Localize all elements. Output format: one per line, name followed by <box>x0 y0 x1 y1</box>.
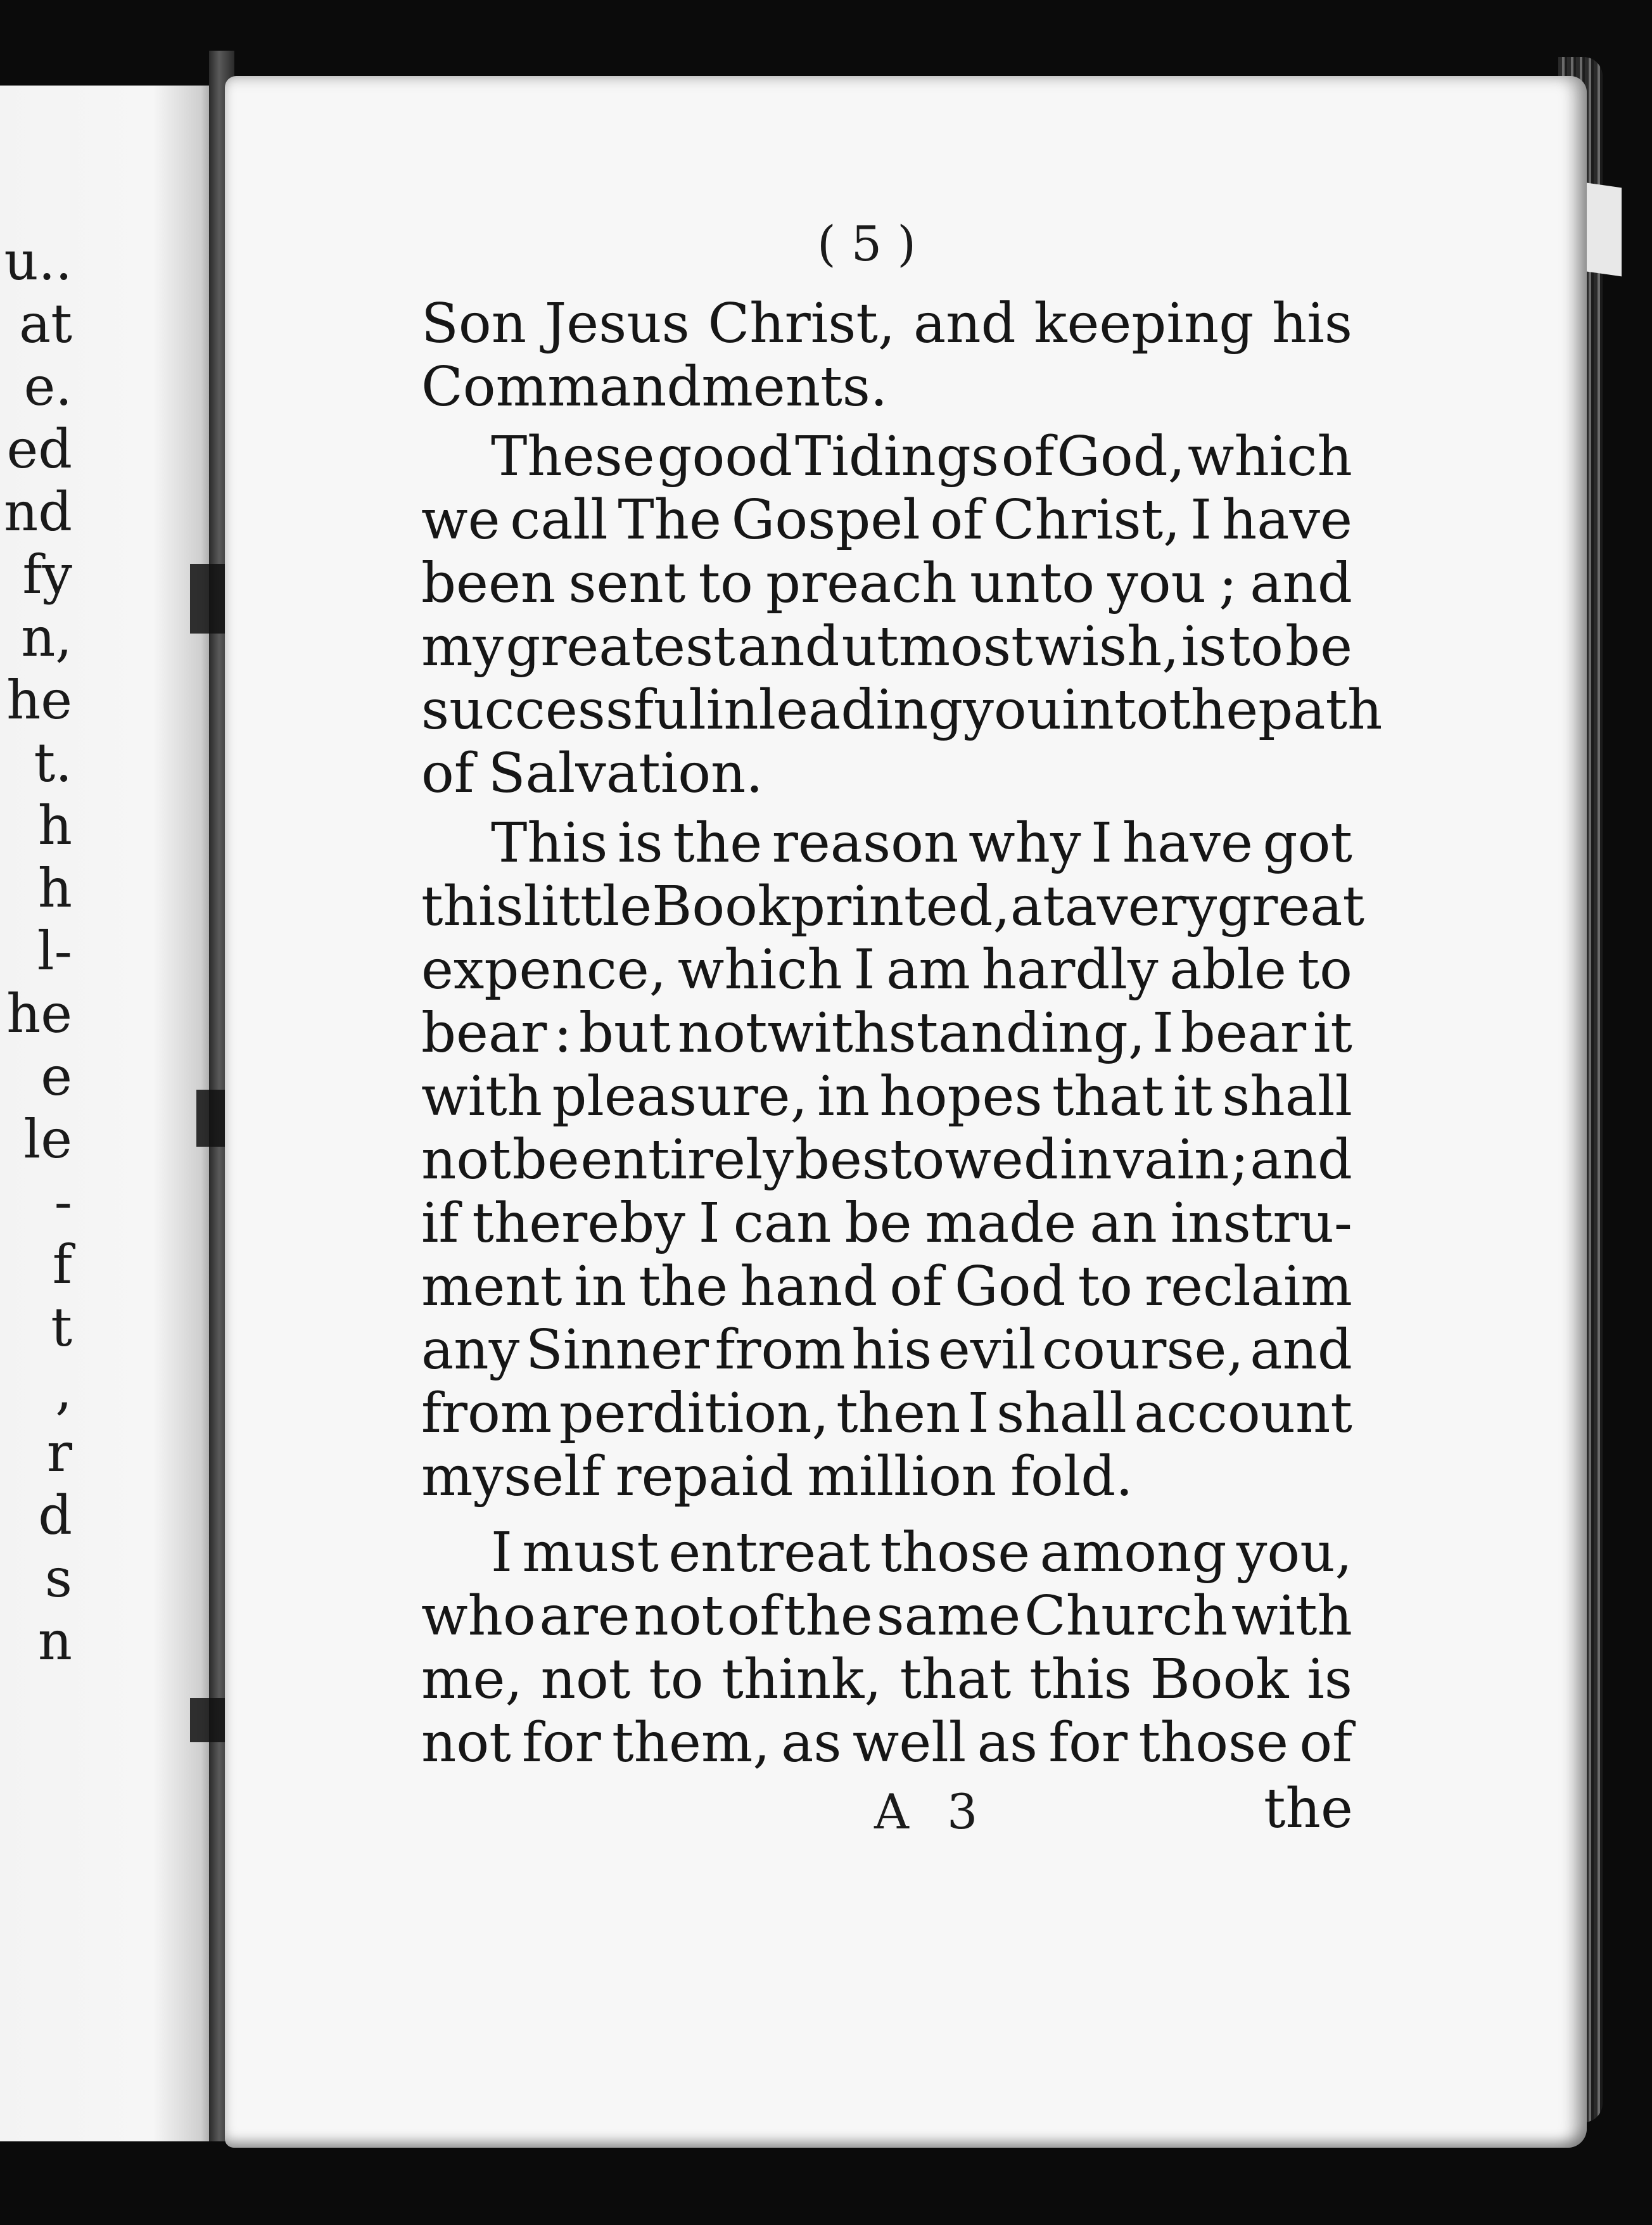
word: is <box>618 812 663 875</box>
left-margin-fragment: h <box>37 794 72 857</box>
word: with <box>421 1065 543 1128</box>
word: from <box>421 1382 552 1445</box>
word: that <box>899 1648 1012 1711</box>
word: very <box>1097 875 1217 938</box>
word: perdition, <box>559 1382 829 1445</box>
word: hardly <box>981 938 1159 1002</box>
word: among <box>1039 1521 1227 1584</box>
word: the <box>783 1584 873 1648</box>
word: it <box>1172 1065 1212 1128</box>
word: those <box>880 1521 1031 1584</box>
word: call <box>510 488 608 552</box>
word: why <box>968 812 1081 875</box>
word: able <box>1169 938 1287 1002</box>
word: are <box>539 1584 630 1648</box>
word: Gospel <box>731 488 920 552</box>
left-margin-fragment: d <box>38 1484 72 1546</box>
text-line <box>421 1318 1352 1382</box>
left-margin-fragment: t. <box>34 732 72 794</box>
word: the <box>1169 679 1259 742</box>
word: be <box>844 1192 912 1255</box>
left-margin-fragment: e. <box>23 355 72 418</box>
word: bear <box>421 1002 547 1065</box>
left-margin-fragment: h <box>37 857 72 919</box>
text-line <box>421 1065 1352 1128</box>
left-margin-fragment: , <box>55 1359 72 1421</box>
text-line <box>421 742 1352 805</box>
page-number-header: ( 5 ) <box>817 215 916 272</box>
word: of <box>889 1255 943 1318</box>
word: and <box>913 292 1016 355</box>
word: into <box>1062 679 1169 742</box>
word: little <box>523 875 652 938</box>
word: evil <box>937 1318 1036 1382</box>
word: These <box>491 425 655 488</box>
word: successful <box>421 679 706 742</box>
word: and <box>737 615 840 679</box>
left-margin-fragment: at <box>19 293 72 355</box>
word: pleasure, <box>552 1065 808 1128</box>
text-line <box>421 1128 1352 1192</box>
word: with <box>1231 1584 1352 1648</box>
word: keeping <box>1034 292 1254 355</box>
word: for <box>1048 1711 1128 1775</box>
word: Book <box>1150 1648 1289 1711</box>
word: account <box>1134 1382 1352 1445</box>
word: instru- <box>1170 1192 1352 1255</box>
word: those <box>1138 1711 1289 1775</box>
left-margin-fragment: he <box>6 669 72 731</box>
left-margin-fragment: fy <box>22 544 72 606</box>
word: course, <box>1041 1318 1244 1382</box>
signature-mark: A 3 <box>874 1783 989 1840</box>
word: bear <box>1180 1002 1307 1065</box>
word: I <box>853 938 875 1002</box>
word: have <box>1221 488 1352 552</box>
word: printed, <box>791 875 1010 938</box>
word: Christ, <box>708 292 896 355</box>
word: who <box>421 1584 536 1648</box>
word: which <box>1187 425 1352 488</box>
word: preach <box>765 552 957 615</box>
word: notwithstanding, <box>677 1002 1146 1065</box>
text-line <box>421 1584 1352 1648</box>
word: The <box>618 488 721 552</box>
word: his <box>1271 292 1352 355</box>
left-margin-fragment: t <box>51 1296 72 1358</box>
text-line <box>421 1002 1352 1065</box>
left-margin-fragment: e <box>41 1045 72 1107</box>
word: my <box>421 615 504 679</box>
left-margin-fragment: le <box>23 1108 72 1170</box>
word: Salvation. <box>488 742 763 805</box>
word: the <box>639 1255 728 1318</box>
word: if <box>421 1192 459 1255</box>
word: at <box>1010 875 1065 938</box>
word: repaid <box>615 1445 794 1508</box>
word: a <box>1064 875 1098 938</box>
word: entirely <box>580 1128 794 1192</box>
left-facing-page <box>0 86 219 2141</box>
left-margin-fragment: he <box>6 983 72 1045</box>
word: : <box>554 1002 573 1065</box>
word: unto <box>969 552 1095 615</box>
word: an <box>1090 1192 1157 1255</box>
text-line <box>421 938 1352 1002</box>
word: Tidings <box>794 425 999 488</box>
word: myself <box>421 1445 602 1508</box>
word: Sinner <box>525 1318 709 1382</box>
word: expence, <box>421 938 667 1002</box>
text-line <box>421 292 1352 355</box>
text-line <box>421 679 1383 742</box>
word: must <box>522 1521 659 1584</box>
left-margin-fragment: n, <box>21 606 72 668</box>
word: ment <box>421 1255 562 1318</box>
word: you, <box>1236 1521 1352 1584</box>
word: reclaim <box>1144 1255 1352 1318</box>
text-line <box>421 1255 1352 1318</box>
text-line <box>421 552 1352 615</box>
word: have <box>1122 812 1253 875</box>
left-margin-fragment: r <box>46 1422 72 1484</box>
word: Book <box>652 875 791 938</box>
text-line <box>421 615 1352 679</box>
word: in <box>706 679 759 742</box>
left-margin-fragment: - <box>54 1171 72 1233</box>
word: I <box>698 1192 720 1255</box>
word: am <box>886 938 970 1002</box>
word: I <box>1091 812 1113 875</box>
word: entreat <box>668 1521 870 1584</box>
word: wish, <box>1034 615 1179 679</box>
word: to <box>698 552 753 615</box>
word: million <box>807 1445 997 1508</box>
word: it <box>1312 1002 1352 1065</box>
left-margin-fragment: l- <box>37 920 72 982</box>
word: can <box>733 1192 832 1255</box>
word: I <box>967 1382 989 1445</box>
word: good <box>657 425 793 488</box>
word: in <box>574 1255 627 1318</box>
text-line <box>421 1445 1352 1508</box>
word: Jesus <box>544 292 690 355</box>
word: greatest <box>505 615 735 679</box>
word: ; <box>1230 1128 1249 1192</box>
word: the <box>673 812 763 875</box>
word: for <box>522 1711 601 1775</box>
word: Christ, <box>993 488 1181 552</box>
word: God <box>955 1255 1066 1318</box>
word: this <box>1029 1648 1132 1711</box>
word: I <box>491 1521 512 1584</box>
word: This <box>491 812 608 875</box>
word: God, <box>1057 425 1186 488</box>
word: this <box>421 875 524 938</box>
word: utmost <box>841 615 1033 679</box>
word: of <box>727 1584 780 1648</box>
word: shall <box>996 1382 1127 1445</box>
word: to <box>1077 1255 1133 1318</box>
word: sent <box>568 552 686 615</box>
word: that <box>1052 1065 1164 1128</box>
text-line <box>421 1711 1352 1775</box>
word: we <box>421 488 500 552</box>
word: ; <box>1219 552 1238 615</box>
text-line <box>421 1192 1352 1255</box>
text-line <box>421 1382 1352 1445</box>
word: got <box>1262 812 1352 875</box>
word: but <box>578 1002 671 1065</box>
word: you <box>1107 552 1206 615</box>
word: leading <box>758 679 963 742</box>
word: shall <box>1222 1065 1352 1128</box>
left-margin-fragment: u.. <box>4 230 72 292</box>
word: Church <box>1024 1584 1228 1648</box>
word: and <box>1250 552 1352 615</box>
left-margin-fragment: ed <box>6 418 72 480</box>
word: you <box>963 679 1062 742</box>
text-line <box>421 355 1352 419</box>
word: from <box>715 1318 846 1382</box>
word: same <box>876 1584 1021 1648</box>
word: his <box>851 1318 932 1382</box>
word: of <box>1001 425 1055 488</box>
word: and <box>1250 1128 1352 1192</box>
word: well <box>852 1711 967 1775</box>
word: as <box>977 1711 1038 1775</box>
word: great <box>1217 875 1365 938</box>
word: made <box>925 1192 1077 1255</box>
word: to <box>1228 615 1283 679</box>
word: of <box>1299 1711 1352 1775</box>
text-line <box>421 488 1352 552</box>
catchword: the <box>1264 1777 1353 1840</box>
text-line <box>421 875 1365 938</box>
word: is <box>1181 615 1227 679</box>
left-margin-fragment: n <box>37 1610 72 1672</box>
word: then <box>836 1382 961 1445</box>
word: reason <box>772 812 959 875</box>
word: in <box>1059 1128 1112 1192</box>
word: of <box>421 742 474 805</box>
word: fold. <box>1010 1445 1133 1508</box>
left-margin-fragment: s <box>44 1547 72 1609</box>
word: them, <box>612 1711 770 1775</box>
word: be <box>1285 615 1352 679</box>
word: in <box>817 1065 870 1128</box>
text-line <box>421 1521 1352 1584</box>
word: think, <box>721 1648 882 1711</box>
word: I <box>1190 488 1212 552</box>
word: as <box>781 1711 842 1775</box>
word: Son <box>421 292 527 355</box>
word: which <box>677 938 842 1002</box>
text-line <box>421 812 1352 875</box>
left-margin-fragment: f <box>52 1234 72 1296</box>
word: thereby <box>472 1192 685 1255</box>
word: to <box>649 1648 704 1711</box>
word: any <box>421 1318 520 1382</box>
word: I <box>1152 1002 1174 1065</box>
word: Commandments. <box>421 355 888 419</box>
word: be <box>512 1128 580 1192</box>
word: of <box>930 488 983 552</box>
text-line <box>421 425 1352 488</box>
word: not <box>421 1711 511 1775</box>
word: path <box>1258 679 1383 742</box>
word: not <box>421 1128 511 1192</box>
word: not <box>633 1584 724 1648</box>
word: hand <box>740 1255 878 1318</box>
word: me, <box>421 1648 523 1711</box>
word: is <box>1307 1648 1352 1711</box>
word: and <box>1250 1318 1352 1382</box>
word: not <box>540 1648 631 1711</box>
word: to <box>1297 938 1352 1002</box>
word: vain <box>1113 1128 1229 1192</box>
text-line <box>421 1648 1352 1711</box>
word: bestowed <box>794 1128 1058 1192</box>
word: been <box>421 552 556 615</box>
left-margin-fragment: nd <box>4 481 72 543</box>
word: hopes <box>879 1065 1043 1128</box>
